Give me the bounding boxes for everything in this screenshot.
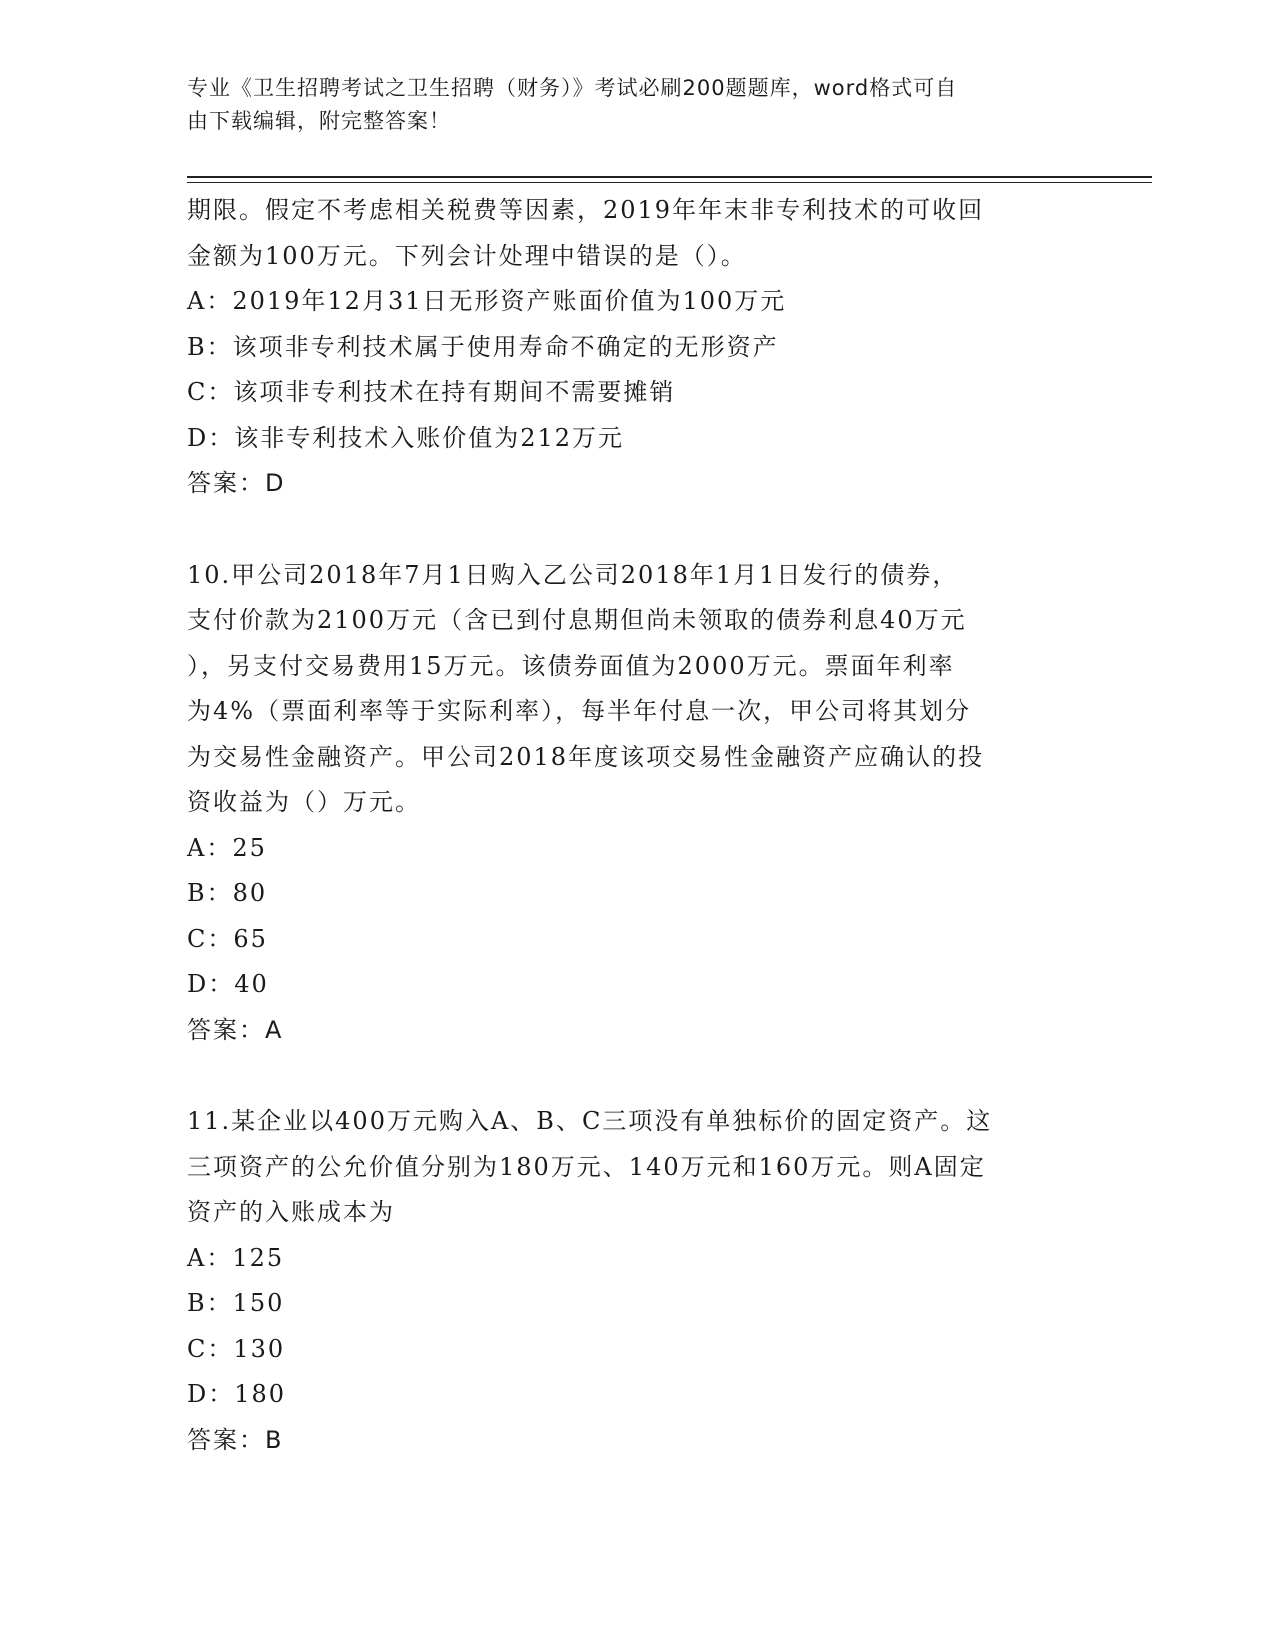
question-list: [187, 188, 1087, 1463]
question-stem-line: ），另支付交易费用15万元。该债券面值为2000万元。票面年利率: [187, 651, 955, 680]
question-stem-line: 三项资产的公允价值分别为180万元、140万元和160万元。则A固定: [187, 1152, 986, 1181]
option-a: A：125: [187, 1243, 285, 1272]
question-11: [187, 1099, 1087, 1463]
option-a: A：2019年12月31日无形资产账面价值为100万元: [187, 287, 787, 315]
answer-label: 答案：A: [187, 1015, 284, 1044]
answer-label: 答案：B: [187, 1425, 284, 1454]
question-stem-line: 金额为100万元。下列会计处理中错误的是（）。: [187, 241, 747, 270]
question-10: [187, 553, 1087, 1054]
option-b: B：150: [187, 1289, 285, 1317]
question-stem-line: 10.甲公司2018年7月1日购入乙公司2018年1月1日发行的债券，: [187, 560, 959, 589]
header-divider-thin: [187, 182, 1152, 183]
option-c: C：65: [187, 924, 268, 953]
document-header: [187, 72, 1087, 138]
option-d: D：该非专利技术入账价值为212万元: [187, 423, 625, 452]
option-a: A：25: [187, 833, 267, 862]
header-line-2: 由下载编辑，附完整答案！: [187, 109, 451, 133]
header-line-1: 专业《卫生招聘考试之卫生招聘（财务）》考试必刷200题题库，word格式可自: [187, 76, 958, 100]
option-b: B：80: [187, 879, 268, 907]
option-c: C：130: [187, 1334, 286, 1363]
option-c: C：该项非专利技术在持有期间不需要摊销: [187, 378, 676, 406]
question-stem-line: 资产的入账成本为: [187, 1198, 395, 1226]
option-b: B：该项非专利技术属于使用寿命不确定的无形资产: [187, 332, 779, 361]
option-d: D：40: [187, 970, 269, 998]
question-stem-line: 资收益为（）万元。: [187, 788, 421, 816]
question-stem-line: 期限。假定不考虑相关税费等因素，2019年年末非专利技术的可收回: [187, 196, 985, 224]
option-d: D：180: [187, 1380, 287, 1408]
question-stem-line: 为4%（票面利率等于实际利率），每半年付息一次，甲公司将其划分: [187, 697, 972, 725]
header-divider-thick: [187, 176, 1152, 178]
answer-label: 答案：D: [187, 469, 286, 497]
question-stem-line: 为交易性金融资产。甲公司2018年度该项交易性金融资产应确认的投: [187, 742, 985, 771]
question-stem-line: 支付价款为2100万元（含已到付息期但尚未领取的债券利息40万元: [187, 606, 967, 634]
question-stem-line: 11.某企业以400万元购入A、B、C三项没有单独标价的固定资产。这: [187, 1107, 993, 1135]
question-9: [187, 188, 1087, 507]
